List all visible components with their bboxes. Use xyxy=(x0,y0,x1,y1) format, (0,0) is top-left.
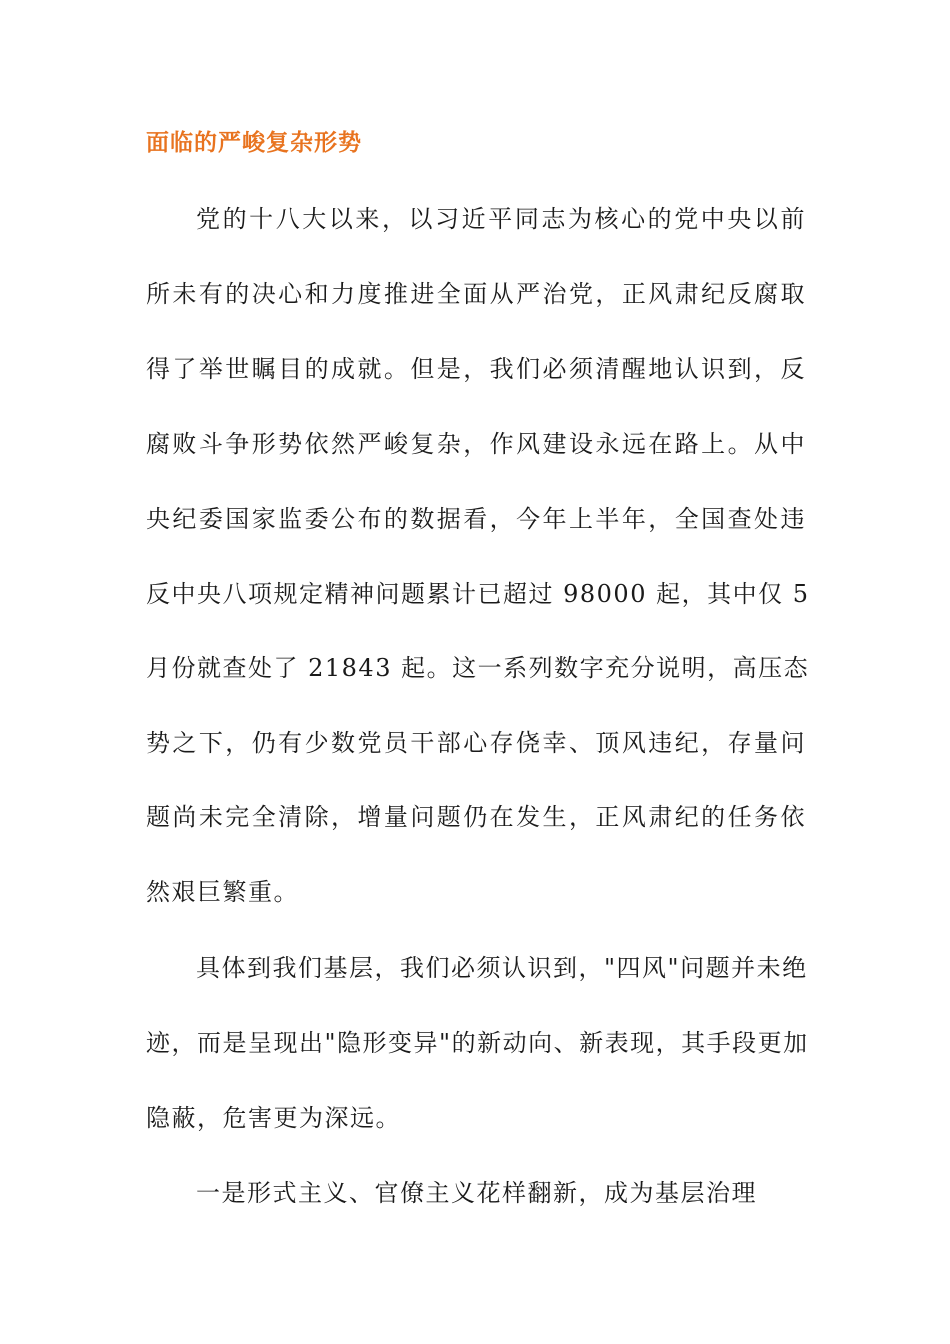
paragraph-line: 所未有的决心和力度推进全面从严治党，正风肃纪反腐取 xyxy=(146,280,806,308)
paragraph-line: 然艰巨繁重。 xyxy=(146,878,299,906)
paragraph-line: 腐败斗争形势依然严峻复杂，作风建设永远在路上。从中 xyxy=(146,430,806,458)
paragraph-line: 势之下，仍有少数党员干部心存侥幸、顶风违纪，存量问 xyxy=(146,729,806,757)
paragraph-line: 一是形式主义、官僚主义花样翻新，成为基层治理 xyxy=(196,1179,757,1207)
paragraph-line: 得了举世瞩目的成就。但是，我们必须清醒地认识到，反 xyxy=(146,355,806,383)
paragraph-line: 具体到我们基层，我们必须认识到，"四风"问题并未绝 xyxy=(196,954,808,982)
paragraph-line: 央纪委国家监委公布的数据看，今年上半年，全国查处违 xyxy=(146,505,806,533)
paragraph-line: 月份就查处了 21843 起。这一系列数字充分说明，高压态 xyxy=(146,654,810,682)
paragraph-line: 党的十八大以来，以习近平同志为核心的党中央以前 xyxy=(196,205,806,233)
paragraph-line: 迹，而是呈现出"隐形变异"的新动向、新表现，其手段更加 xyxy=(146,1029,809,1057)
paragraph-line: 隐蔽，危害更为深远。 xyxy=(146,1104,401,1132)
paragraph-line: 反中央八项规定精神问题累计已超过 98000 起，其中仅 5 xyxy=(146,580,810,608)
section-heading: 面临的严峻复杂形势 xyxy=(146,130,362,156)
paragraph-line: 题尚未完全清除，增量问题仍在发生，正风肃纪的任务依 xyxy=(146,803,806,831)
